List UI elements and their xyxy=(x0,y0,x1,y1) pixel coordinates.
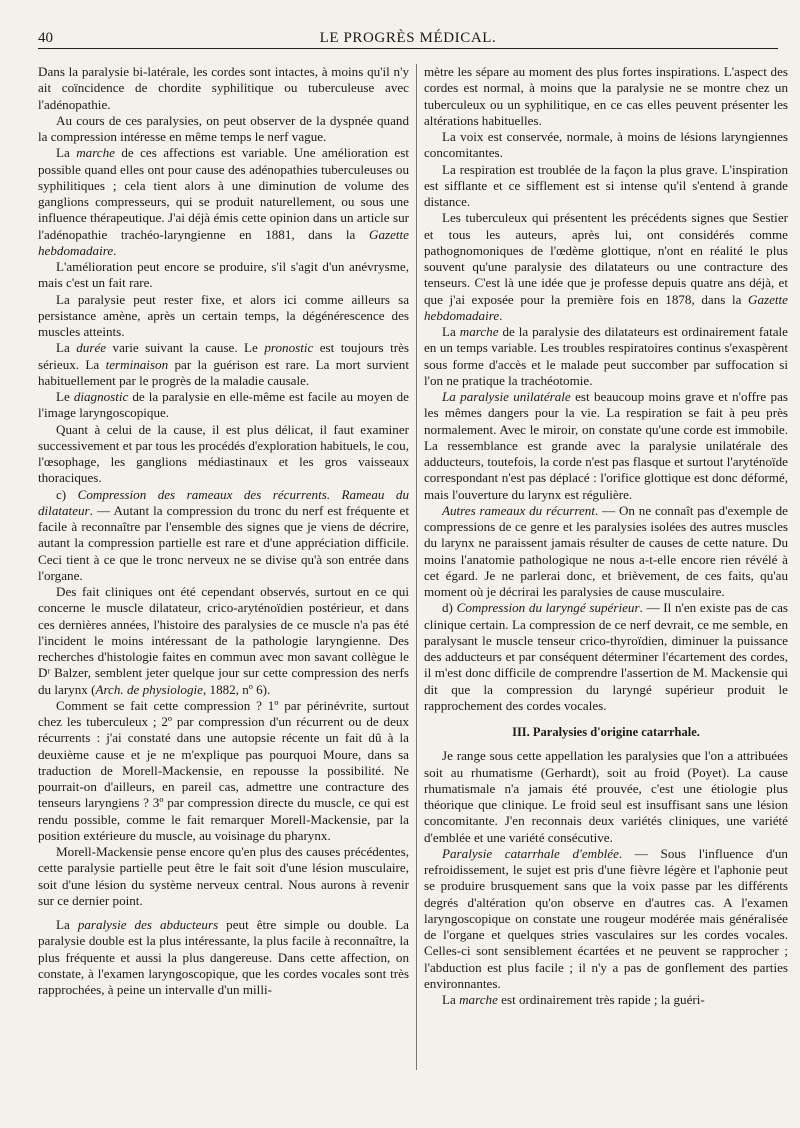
text-run: La voix est conservée, normale, à moins de lésions laryngiennes concomitantes. xyxy=(424,129,788,161)
italic-text: durée xyxy=(76,340,107,356)
italic-text: Compression du laryngé supérieur xyxy=(456,600,640,616)
page-header xyxy=(38,28,778,49)
text-run: par la guérison est rare. La mort survient habituellement par le progrès de la maladie causale. xyxy=(38,356,409,388)
text-run: varie suivant la cause. Le xyxy=(106,340,265,356)
text-run: Des fait cliniques ont été cependant observés, surtout en ce qui concerne le muscle dilatateur, crico-aryténoïdien postérieur, et dans ces dernières années, l'histoire des paralysies de ce muscle n'a pas été l'incident le moins intéressant de la pathologie laryngienne. Des recherches d'histologie faites en commun avec mon savant collègue le Dʳ Balzer, semblent jeter quelque jour sur cette compression des nerfs du larynx ( xyxy=(38,584,409,697)
paragraph xyxy=(38,145,409,259)
paragraph xyxy=(38,389,409,422)
paragraph xyxy=(424,162,788,211)
text-run: de ces affections est variable. Une amélioration est possible quand elles ont pour cause des adénopathies tuberculeuses ou syphilitiques ; cela tient alors à une diminution de volume des ganglions compresseurs, qui se produit naturellement, ou sous une influence thérapeutique. J'ai déjà émis cette opinion dans un article sur l'adénopathie trachéo-laryngienne en 1881, dans la xyxy=(38,145,409,242)
column-divider xyxy=(416,64,417,1070)
text-run: . — Sous l'influence d'un refroidissement, le sujet est pris d'une fièvre légère et l'aphonie peut se produire brusquement sans que la voix passe par les différents degrés d'altération qu'on observe en d'autres cas. A l'examen laryngoscopique on constate une rougeur modérée mais généralisée de l'organe et quelques stries vasculaires sur les cordes vocales. Celles-ci sont sensiblement écartées et ne peuvent se rapprocher ; l'abduction est plus facile ; il n'y a pas de gonflement des parties environnantes. xyxy=(424,845,788,991)
italic-text: Gazette hebdomadaire xyxy=(424,291,788,323)
italic-text: diagnostic xyxy=(73,389,129,404)
text-run: Quant à celui de la cause, il est plus délicat, il faut examiner successivement et par tous les procédés d'exploration habituels, le cou, l'œsophage, les ganglions médiastinaux et les gros vaisseaux thoraciques. xyxy=(38,421,409,486)
paragraph xyxy=(424,64,788,129)
paragraph xyxy=(38,698,409,844)
paragraph-spacer xyxy=(38,909,409,917)
text-run: La xyxy=(442,324,460,339)
paragraph xyxy=(38,113,409,146)
journal-title: LE PROGRÈS MÉDICAL. xyxy=(319,30,497,46)
left-column xyxy=(38,64,409,998)
text-run: est ordinairement très rapide ; la guéri- xyxy=(497,992,705,1007)
text-run: c) xyxy=(56,486,78,502)
paragraph xyxy=(424,210,788,324)
paragraph xyxy=(38,259,409,292)
text-run: L'amélioration peut encore se produire, s'il s'agit d'un anévrysme, mais c'est un fait rare. xyxy=(38,259,409,291)
text-run: La respiration est troublée de la façon la plus grave. L'inspiration est sifflante et ce sifflement est si intense qu'il s'entend à grande distance. xyxy=(424,161,788,209)
italic-text: Compression des rameaux des récurrents. Rameau du dilatateur xyxy=(38,486,409,518)
paragraph xyxy=(38,422,409,487)
italic-text: Autres rameaux du récurrent xyxy=(442,502,595,518)
text-run: de la paralysie des dilatateurs est ordinairement fatale en un temps variable. Les troubles respiratoires continus s'exaspèrent sous forme d'accès et le malade peut succomber par suffocation si l'on ne pratique la trachéotomie. xyxy=(424,324,788,388)
italic-text: Paralysie catarrhale d'emblée xyxy=(442,845,619,861)
text-run: Le xyxy=(56,389,74,404)
italic-text: marche xyxy=(76,145,115,161)
text-run: peut être simple ou double. La paralysie double est la plus intéressante, la plus facile à reconnaître, la plus fréquente et aussi la plus dangereuse. Dans cette affection, on constate, à l'examen laryngoscopique, que les cordes vocales sont très rapprochées, à peine un intervalle d'un milli- xyxy=(38,917,409,997)
text-run: d) xyxy=(442,600,457,616)
page-number: 40 xyxy=(38,30,53,46)
text-run: mètre les sépare au moment des plus fortes inspirations. L'aspect des cordes est normal, à moins que la paralysie ne se montre chez un tuberculeux ou un syphilitique, en ce cas elles peuvent présenter les altérations habituelles. xyxy=(424,64,788,128)
italic-text: pronostic xyxy=(264,340,314,356)
paragraph xyxy=(38,584,409,698)
text-run: . xyxy=(113,242,117,258)
paragraph xyxy=(424,129,788,162)
text-run: . xyxy=(499,307,503,323)
paragraph xyxy=(38,487,409,585)
text-run: . — Il n'en existe pas de cas clinique certain. La compression de ce nerf devrait, ce me semble, en paralysant le muscle tenseur crico-thyroïdien, diminuer la puissance des adducteurs et par conséquent déterminer l'écartement des cordes, il m'est donc difficile de comprendre l'assertion de M. Mackensie qui dit que la compression du laryngé supérieur produit le rapprochement des cordes vocales. xyxy=(424,600,788,713)
text-run: est toujours très sérieux. La xyxy=(38,340,409,372)
text-run: est beaucoup moins grave et n'offre pas les mêmes dangers pour la vie. La respiration se fait à peu près normalement. Avec le miroir, on constate qu'une corde est immobile. La ressemblance est grande avec la paralysie unilatérale des adducteurs, toutefois, la corde n'est pas flasque et surtout l'aryténoïde correspondant n'est pas déplacé : l'orifice glottique est donc déformé, mais l'ouverture du larynx est régulière. xyxy=(424,389,788,502)
paragraph xyxy=(424,324,788,389)
right-column xyxy=(424,64,788,1008)
text-run: Morell-Mackensie pense encore qu'en plus des causes précédentes, cette paralysie partielle peut être le fait soit d'une lésion musculaire, soit d'une lésion du système nerveux central. Nous aurons à revenir sur ce dernier point. xyxy=(38,844,409,908)
paragraph xyxy=(38,340,409,389)
text-run: Au cours de ces paralysies, on peut observer de la dyspnée quand la compression intéresse en même temps le nerf vague. xyxy=(38,112,409,144)
text-run: Je range sous cette appellation les paralysies que l'on a attribuées soit au rhumatisme (Gerhardt), soit au froid (Poyet). La cause rhumatismale n'a jamais été prouvée, c'est une étiologie plus théorique que clinique. Le froid seul est insuffisant sans une lésion concomitante. J'en reconnais deux variétés cliniques, une variété d'emblée et une variété consécutive. xyxy=(424,748,788,845)
text-run: Les tuberculeux qui présentent les précédents signes que Sestier et tous les auteurs, après lui, ont considérés comme pathognomoniques de l'œdème glottique, n'ont en réalité le plus souvent qu'une paralysie des dilatateurs ou une contracture des tenseurs. C'est là une idée que je professe depuis quatre ans déjà, et que j'ai exposée pour la première fois en 1878, dans la xyxy=(424,210,788,307)
paragraph xyxy=(38,292,409,341)
text-run: de la paralysie en elle-même est facile au moyen de l'image laryngoscopique. xyxy=(38,389,409,421)
italic-text: marche xyxy=(459,992,498,1007)
paragraph xyxy=(38,917,409,998)
text-run: . — Autant la compression du tronc du nerf est fréquente et facile à reconnaître par l'ensemble des signes que je viens de décrire, autant la compression partielle est rare et d'une appréciation difficile. Ceci tient à ce que le tronc nerveux ne se divise qu'à son entrée dans l'organe. xyxy=(38,502,409,583)
text-run: La xyxy=(56,917,78,932)
paragraph xyxy=(424,503,788,601)
italic-text: Gazette hebdomadaire xyxy=(38,226,409,258)
paragraph xyxy=(38,64,409,113)
italic-text: marche xyxy=(459,324,499,339)
italic-text: terminaison xyxy=(105,356,169,372)
text-run: La xyxy=(442,992,460,1007)
text-run: La xyxy=(56,340,77,356)
paragraph xyxy=(424,389,788,503)
italic-text: paralysie des abducteurs xyxy=(77,917,219,932)
text-run: Dans la paralysie bi-latérale, les cordes sont intactes, à moins qu'il n'y ait coïncidence de chordite syphilitique ou tuberculeuse avec l'adénopathie. xyxy=(38,64,409,112)
text-run: , 1882, nº 6). xyxy=(202,681,271,697)
text-run: . — On ne connaît pas d'exemple de compressions de ce genre et les paralysies isolées des autres muscles du larynx ne paraissent jamais résulter de causes de cette nature. Du moins l'anatomie pathologique ne nous a-t-elle encore rien révélé à cet égard. Je ne parlerai donc, et brièvement, de ces faits, qu'au moment où je décrirai les paralysies de cause musculaire. xyxy=(424,502,788,599)
paragraph xyxy=(424,600,788,714)
italic-text: Arch. de physiologie xyxy=(95,681,203,697)
text-run: La paralysie peut rester fixe, et alors ici comme ailleurs sa persistance amène, après un certain temps, la dégénérescence des muscles atteints. xyxy=(38,291,409,339)
section-heading: III. Paralysies d'origine catarrhale. xyxy=(512,725,700,739)
paragraph xyxy=(38,844,409,909)
text-run: Comment se fait cette compression ? 1º par périnévrite, surtout chez les tuberculeux ; 2º par compression d'un récurrent ou de deux récurrents : j'ai constaté dans une autopsie récente un fait dû à la deuxième cause et je ne m'explique pas pourquoi Moure, dans sa traduction de Morell-Mackensie, en repousse la possibilité. Ne pourrait-on d'ailleurs, en pareil cas, admettre une contracture des tenseurs laryngiens ? 3º par compression directe du muscle, ce qui est rendu possible, comme le fait remarquer Morell-Mackensie, par la position extérieure du muscle, au voisinage du pharynx. xyxy=(38,697,409,843)
italic-text: La paralysie unilatérale xyxy=(442,389,571,404)
paragraph xyxy=(424,748,788,846)
paragraph xyxy=(424,992,788,1008)
text-run: La xyxy=(56,145,77,161)
paragraph xyxy=(424,846,788,992)
